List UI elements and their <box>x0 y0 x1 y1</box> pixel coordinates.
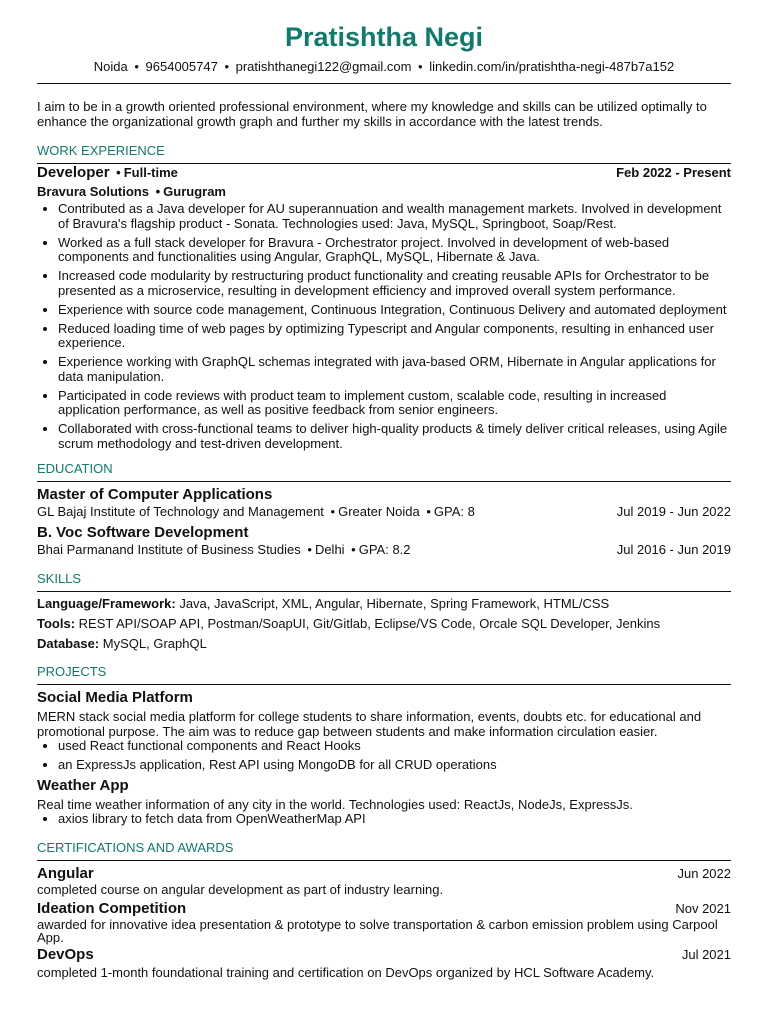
degree-meta: GL Bajaj Institute of Technology and Management • Greater Noida • GPA: 8 Jul 2019 - Jun 2022 <box>37 504 731 519</box>
degree-meta: Bhai Parmanand Institute of Business Studies • Delhi • GPA: 8.2 Jul 2016 - Jun 2019 <box>37 542 731 557</box>
skill-label: Language/Framework: <box>37 596 176 611</box>
list-item: • Reduced loading time of web pages by optimizing Typescript and Angular components, resulting in enhanced user experience. <box>58 322 731 351</box>
job-type: Full-time <box>123 165 178 180</box>
job-bullets <box>37 202 731 451</box>
job-company: Bravura Solutions • Gurugram <box>37 184 226 199</box>
list-item: • Collaborated with cross-functional teams to deliver high-quality products & timely deliver critical releases, using Agile scrum methodology and test-driven development. <box>58 422 731 451</box>
list-item: • axios library to fetch data from OpenWeatherMap API <box>58 812 731 827</box>
cert-header <box>37 946 731 964</box>
skill-value: Java, JavaScript, XML, Angular, Hibernate, Spring Framework, HTML/CSS <box>179 596 610 611</box>
degree-title: Master of Computer Applications <box>37 486 273 503</box>
cert-header <box>37 900 731 918</box>
contact-linkedin[interactable]: linkedin.com/in/pratishtha-negi-487b7a152 <box>429 59 675 74</box>
company-location: Gurugram <box>163 184 226 199</box>
project-title: Weather App <box>37 777 129 794</box>
cert-title: Ideation Competition <box>37 899 187 917</box>
institute-name: Bhai Parmanand Institute of Business Studies <box>37 542 301 557</box>
list-item: • an ExpressJs application, Rest API using MongoDB for all CRUD operations <box>58 758 731 773</box>
institute-name: GL Bajaj Institute of Technology and Management <box>37 504 324 519</box>
section-divider <box>37 591 731 592</box>
institute-location: Greater Noida <box>338 504 420 519</box>
degree-title: B. Voc Software Development <box>37 524 249 541</box>
cert-title: Angular <box>37 864 94 882</box>
list-item: • Participated in code reviews with product team to implement custom, scalable code, resulting in increased application performance, as well as positive feedback from senior engineers. <box>58 389 731 418</box>
header-divider <box>37 83 731 84</box>
project-description: MERN stack social media platform for college students to share information, events, doubts etc. for educational and promotional purpose. The aim was to reduce gap between students and make information circulation easier. <box>37 709 702 739</box>
skill-value: MySQL, GraphQL <box>102 636 207 651</box>
contact-line: Noida • 9654005747 • pratishthanegi122@gmail.com • linkedin.com/in/pratishtha-negi-487b7a152 <box>93 59 675 74</box>
list-item: • Experience with source code management, Continuous Integration, Continuous Delivery and automated deployment <box>58 303 731 318</box>
list-item: • Increased code modularity by restructuring product functionality and creating reusable APIs for Orchestrator to be presented as a microservice, resulting in development efficiency and improved overall system performance. <box>58 269 731 298</box>
cert-header <box>37 865 731 883</box>
job-header: Developer • Full-time Feb 2022 - Present <box>37 164 731 181</box>
section-divider <box>37 860 731 861</box>
skill-label: Tools: <box>37 616 76 631</box>
company-name: Bravura Solutions <box>37 184 149 199</box>
skill-row <box>37 596 731 611</box>
list-item: • Worked as a full stack developer for Bravura - Orchestrator project. Involved in development of web-based components and functionalities using Angular, GraphQL, MySQL, Hibernate & Java. <box>58 236 731 265</box>
project-title: Social Media Platform <box>37 689 193 706</box>
section-divider <box>37 684 731 685</box>
list-item: • Experience working with GraphQL schemas integrated with java-based ORM, Hibernate in Angular applications for data manipulation. <box>58 355 731 384</box>
job-title: Developer <box>37 164 110 181</box>
skill-label: Database: <box>37 636 100 651</box>
section-title-projects: PROJECTS <box>37 664 107 679</box>
institute-location: Delhi <box>314 542 345 557</box>
skill-row <box>37 636 731 651</box>
contact-location: Noida <box>93 59 128 74</box>
list-item: • used React functional components and React Hooks <box>58 739 731 754</box>
skill-value: REST API/SOAP API, Postman/SoapUI, Git/Gitlab, Eclipse/VS Code, Orcale SQL Developer, Jenkins <box>78 616 661 631</box>
contact-email[interactable]: pratishthanegi122@gmail.com <box>235 59 412 74</box>
cert-description: completed course on angular development as part of industry learning. <box>37 881 444 897</box>
project-bullets <box>37 812 731 827</box>
list-item: • Contributed as a Java developer for AU superannuation and wealth management markets. Involved in development of Bravura's flagship product - Sonata. Technologies used: Java, MySQL, Springboot, Soap/Rest. <box>58 202 731 231</box>
cert-description: completed 1-month foundational training and certification on DevOps organized by HCL Software Academy. <box>37 964 655 980</box>
degree-dates: Jul 2016 - Jun 2019 <box>616 542 731 557</box>
cert-date: Jun 2022 <box>677 865 731 881</box>
cert-date: Nov 2021 <box>675 900 731 916</box>
section-title-skills: SKILLS <box>37 571 82 586</box>
project-bullets <box>37 739 731 773</box>
candidate-name: Pratishtha Negi <box>284 22 484 52</box>
degree-dates: Jul 2019 - Jun 2022 <box>616 504 731 519</box>
cert-description: awarded for innovative idea presentation & prototype to solve transportation & carbon emission problem using Carpool App. <box>37 916 718 945</box>
gpa: GPA: 8 <box>433 504 475 519</box>
summary-text: I aim to be in a growth oriented professional environment, where my knowledge and skills can be utilized optimally to enhance the organizational growth graph and further my skills in accordance with the latest trends. <box>37 99 707 129</box>
section-title-work: WORK EXPERIENCE <box>37 143 165 158</box>
cert-title: DevOps <box>37 945 94 963</box>
section-title-certifications: CERTIFICATIONS AND AWARDS <box>37 839 234 855</box>
cert-date: Jul 2021 <box>681 946 731 962</box>
job-dates: Feb 2022 - Present <box>616 165 731 180</box>
gpa: GPA: 8.2 <box>358 542 411 557</box>
skill-row <box>37 616 731 631</box>
section-title-education: EDUCATION <box>37 461 113 476</box>
contact-phone: 9654005747 <box>145 59 218 74</box>
project-description: Real time weather information of any city in the world. Technologies used: ReactJs, NodeJs, ExpressJs. <box>37 797 633 812</box>
section-divider <box>37 481 731 482</box>
